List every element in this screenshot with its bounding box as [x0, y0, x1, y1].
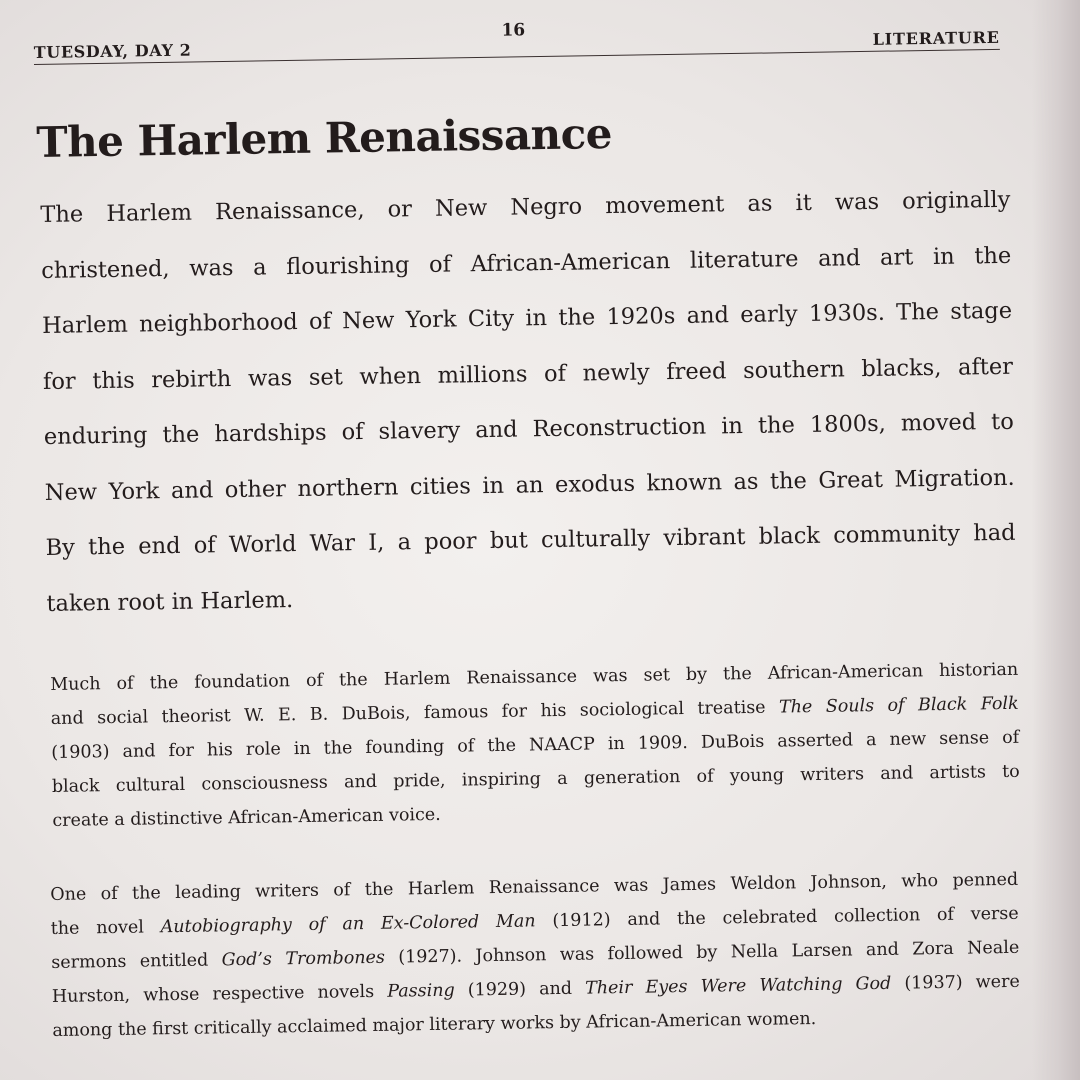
intro-line: Harlem neighborhood of New York City in the 1920s and early 1930s. The stage [41, 297, 1013, 339]
book-title: Autobiography of an Ex-Colored Man [160, 911, 536, 938]
body-text: (1927). Johnson was followed by Nella Larsen and Zora Neale [384, 937, 1020, 968]
body-line: One of the leading writers of the Harlem Renaissance was James Weldon Johnson, who penned [50, 869, 1019, 905]
dubois-paragraph [50, 653, 1021, 838]
book-title: The Souls of Black Folk [778, 693, 1019, 718]
running-head [33, 0, 1000, 65]
book-title: God’s Trombones [221, 947, 386, 971]
body-line: Much of the foundation of the Harlem Renaissance was set by the African-American historian [50, 659, 1019, 695]
section-label: LITERATURE [872, 27, 1000, 49]
body-text: Hurston, whose respective novels [51, 981, 388, 1007]
body-text: the novel [50, 917, 161, 939]
intro-line: enduring the hardships of slavery and Reconstruction in the 1800s, moved to [43, 408, 1014, 450]
johnson-paragraph [50, 863, 1021, 1048]
page-number: 16 [501, 20, 526, 41]
intro-line: By the end of World War I, a poor but culturally vibrant black community had [45, 519, 1016, 561]
body-line: black cultural consciousness and pride, inspiring a generation of young writers and artists to [51, 761, 1020, 797]
body-text: (1912) and the celebrated collection of verse [535, 903, 1019, 932]
intro-line: taken root in Harlem. [46, 586, 294, 617]
day-label: TUESDAY, DAY 2 [33, 40, 192, 63]
intro-paragraph [40, 173, 1017, 632]
intro-line: christened, was a flourishing of African-American literature and art in the [41, 242, 1012, 284]
page-title: The Harlem Renaissance [36, 108, 613, 167]
body-line: create a distinctive African-American voice. [52, 804, 441, 831]
intro-line: The Harlem Renaissance, or New Negro movement as it was originally [40, 186, 1011, 228]
body-line: among the first critically acclaimed major literary works by African-American women. [52, 1008, 817, 1041]
intro-line: New York and other northern cities in an exodus known as the Great Migration. [44, 464, 1015, 506]
page-edge-shadow [1032, 0, 1080, 1080]
book-title: Their Eyes Were Watching God [585, 973, 892, 999]
book-title: Passing [387, 980, 455, 1002]
body-text: (1937) were [891, 971, 1020, 994]
body-text: sermons entitled [51, 950, 222, 973]
body-text: (1929) and [454, 978, 586, 1001]
body-line: (1903) and for his role in the founding of the NAACP in 1909. DuBois asserted a new sense of [51, 727, 1020, 763]
intro-line: for this rebirth was set when millions of newly freed southern blacks, after [42, 353, 1014, 395]
body-text: and social theorist W. E. B. DuBois, famous for his sociological treatise [50, 697, 780, 729]
